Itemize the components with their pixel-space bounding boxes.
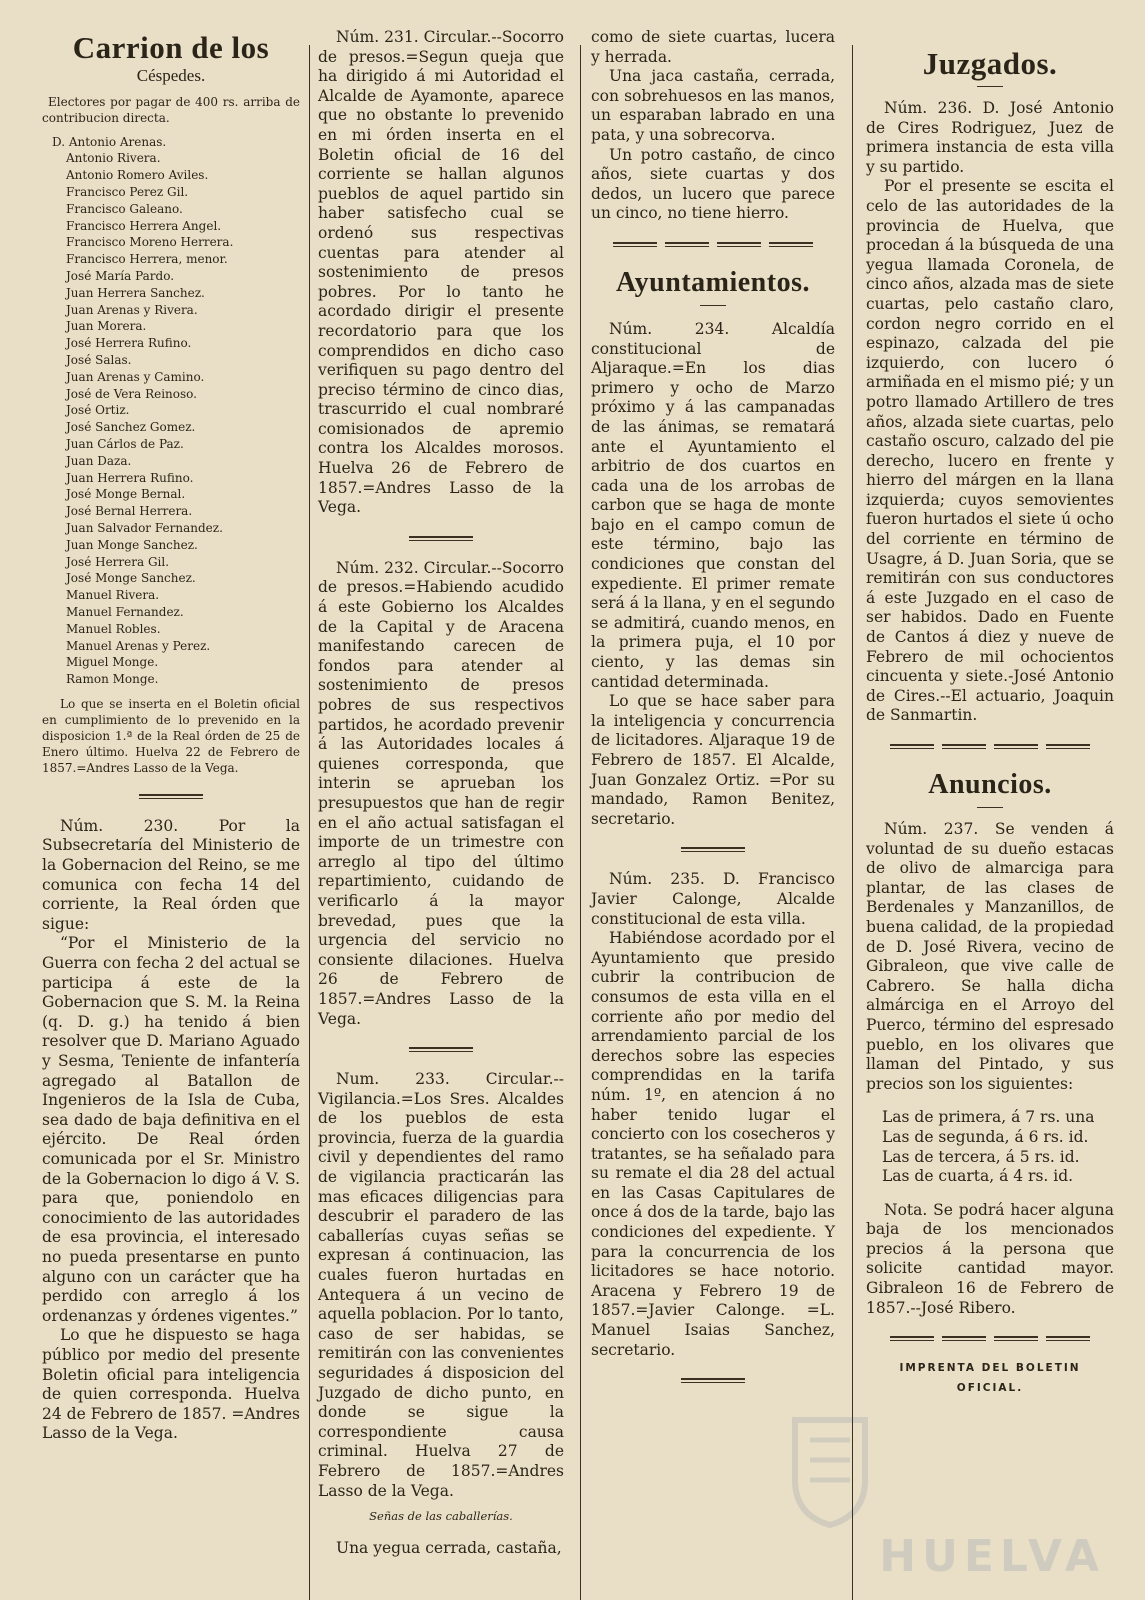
notice-235-body: Habiéndose acordado por el Ayuntamiento que presido cubrir la contribucion de consumos de esta villa en el corriente año por medio del arrendamiento parcial de los derechos sobre las especies comprendidas en la tarifa núm. 1º, en atencion á no haber tenido lugar el concierto con los cosecheros y tratantes, se ha señalado para su remate el dia 28 del actual en las Casas Capitulares de once á dos de la tarde, bajo las condiciones del expediente. Y para la concurrencia de los licitadores se hace notorio. Aracena y Febrero 19 de 1857.=Javier Calonge. =L. Manuel Isaias Sanchez, secretario. (591, 929, 835, 1359)
elector-name: Antonio Romero Aviles. (66, 168, 209, 183)
elector-name: José Salas. (66, 352, 132, 367)
heading-ornament (866, 807, 1114, 808)
section-heading-ayuntamientos: Ayuntamientos. (616, 266, 810, 298)
notice-236-intro: Núm. 236. D. José Antonio de Cires Rodriguez, Juez de primera instancia de esta villa y su partido. (866, 99, 1114, 176)
elector-name: José María Pardo. (66, 268, 175, 283)
elector-name: D. Antonio Arenas. (52, 134, 167, 149)
notice-237-body: Núm. 237. Se venden á voluntad de su dueño estacas de olivo de almarciga para plantar, de las clases de Berdenales y Manzanillos, de buena calidad, de la propiedad de D. José Rivera, vecino de Gibraleon, que vive calle de Cabrero. Se halla dicha almárciga en el Arroyo del Puerco, término del espresado pueblo, en los olivares que llaman del Pintado, y sus precios son los siguientes: (866, 820, 1114, 1093)
separator (866, 1336, 1114, 1341)
electors-closing: Lo que se inserta en el Boletin oficial en cumplimiento de lo prevenido en la disposicion 1.ª de la Real órden de 25 de Enero último. Huelva 22 de Febrero de 1857.=Andres Lasso de la Vega. (42, 696, 300, 775)
elector-name: José Herrera Gil. (66, 554, 170, 569)
horse-2: Una jaca castaña, cerrada, con sobrehuesos en las manos, un esparaban labrado en una pata, y una sobrecorva. (591, 67, 835, 144)
price-item: Las de segunda, á 6 rs. id. (882, 1127, 1089, 1146)
notice-231: Núm. 231. Circular.--Socorro de presos.=Segun queja que ha dirigido á mi Autoridad el Alcalde de Ayamonte, aparece que no obstante lo prevenido en mi órden inserta en el Boletin oficial de 16 del corriente se hallan algunos pueblos de aquel partido sin haber satisfecho cual se ordenó sus respectivas cuentas para atender al sostenimiento de presos pobres. Por lo tanto he acordado dirigir el presente recordatorio para que los comprendidos en dicho caso verifiquen su pago dentro del preciso término de cinco dias, trascurrido el cual nombraré comisionados de apremio contra los Alcaldes morosos. Huelva 26 de Febrero de 1857.=Andres Lasso de la Vega. (318, 28, 564, 517)
elector-name: Juan Salvador Fernandez. (66, 520, 223, 535)
electors-list (50, 134, 300, 688)
heading-ornament (866, 86, 1114, 87)
horse-1-start: Una yegua cerrada, castaña, (336, 1538, 562, 1557)
elector-name: José Monge Bernal. (66, 487, 186, 502)
notice-232: Núm. 232. Circular.--Socorro de presos.=Habiendo acudido á este Gobierno los Alcaldes de la Capital y de Aracena manifestando carecen de fondos para atender al sostenimiento de presos pobres de sus respectivos partidos, he acordado prevenir á las Autoridades locales á quienes corresponda, que interin se aprueban los presupuestos que han de regir en el año actual satisfagan el importe de un trimestre con arreglo al tipo del último repartimiento, cuidando de verificarlo á la mayor brevedad, pues que la urgencia del servicio no consiente dilaciones. Huelva 26 de Febrero de 1857.=Andres Lasso de la Vega. (318, 558, 564, 1028)
elector-name: Ramon Monge. (66, 672, 159, 687)
elector-name: José Sanchez Gomez. (66, 420, 196, 435)
section-heading-juzgados: Juzgados. (922, 46, 1058, 81)
elector-name: Juan Daza. (66, 453, 132, 468)
separator (318, 536, 564, 541)
crest-watermark-icon (785, 1410, 875, 1530)
separator (42, 794, 300, 799)
elector-name: José Herrera Rufino. (66, 336, 192, 351)
notice-230-intro: Núm. 230. Por la Subsecretaría del Ministerio de la Gobernacion del Reino, se me comunica con fecha 14 del corriente, la Real órden que sigue: (42, 816, 300, 933)
horses-caption: Señas de las caballerías. (369, 1509, 513, 1524)
elector-name: Juan Morera. (66, 319, 147, 334)
notice-233: Num. 233. Circular.--Vigilancia.=Los Sres. Alcaldes de los pueblos de esta provincia, fuerza de la guardia civil y dependientes del ramo de vigilancia practicarán las mas eficaces diligencias para descubrir el paradero de las caballerías cuyas señas se expresan á continuacion, las cuales fueron hurtadas en Antequera á un vecino de aquella poblacion. Por lo tanto, caso de ser habidas, se remitirán con las convenientes seguridades á disposicion del Juzgado de dicho punto, en donde se sigue la correspondiente causa criminal. Huelva 27 de Febrero de 1857.=Andres Lasso de la Vega. (318, 1070, 564, 1500)
separator (591, 847, 835, 852)
column-4 (866, 28, 1114, 1600)
elector-name: Juan Cárlos de Paz. (66, 436, 184, 451)
elector-name: Manuel Robles. (66, 621, 161, 636)
elector-name: Manuel Rivera. (66, 588, 160, 603)
elector-name: Francisco Herrera Angel. (66, 218, 222, 233)
elector-name: Manuel Arenas y Perez. (66, 638, 211, 653)
elector-name: Juan Monge Sanchez. (66, 537, 198, 552)
horse-3: Un potro castaño, de cinco años, siete cuartas y dos dedos, un lucero que parece un cinco, no tiene hierro. (591, 145, 835, 223)
separator (591, 1378, 835, 1383)
elector-name: José Ortiz. (66, 403, 130, 418)
column-2 (318, 28, 564, 1600)
elector-name: Manuel Fernandez. (66, 604, 184, 619)
price-item: Las de primera, á 7 rs. una (882, 1108, 1095, 1127)
column-rule (309, 45, 310, 1600)
elector-name: José de Vera Reinoso. (66, 386, 197, 401)
price-item: Las de cuarta, á 4 rs. id. (882, 1167, 1074, 1186)
elector-name: José Bernal Herrera. (66, 504, 193, 519)
watermark-text: HUELVA (879, 1531, 1105, 1582)
elector-name: Juan Herrera Sanchez. (66, 285, 205, 300)
notice-234: Núm. 234. Alcaldía constitucional de Aljaraque.=En los dias primero y ocho de Marzo próximo y á las campanadas de las ánimas, se rematará ante el Ayuntamiento el arbitrio de dos cuartos en cada una de los arrobas de carbon que se haga de monte bajo en el campo comun de este término, bajo las condiciones que constan del expediente. El primer remate será á la llana, y en el segundo se admitirá, cuando menos, en la primera puja, el 10 por ciento, y las demas sin cantidad determinada. (591, 319, 835, 691)
heading-ornament (591, 305, 835, 306)
column-rule (852, 45, 853, 1600)
elector-name: Francisco Galeano. (66, 201, 183, 216)
notice-235-intro: Núm. 235. D. Francisco Javier Calonge, Alcalde constitucional de esta villa. (591, 870, 835, 928)
separator (318, 1047, 564, 1052)
section-subheading: Céspedes. (136, 66, 206, 85)
elector-name: Francisco Herrera, menor. (66, 252, 228, 267)
column-1 (42, 28, 300, 1600)
separator (591, 242, 835, 247)
elector-name: Antonio Rivera. (66, 151, 161, 166)
elector-name: Miguel Monge. (66, 655, 159, 670)
column-rule (580, 45, 581, 1600)
elector-name: Juan Herrera Rufino. (66, 470, 194, 485)
price-item: Las de tercera, á 5 rs. id. (882, 1147, 1080, 1166)
notice-236-body: Por el presente se escita el celo de las autoridades de la provincia de Huelva, que procedan á la búsqueda de una yegua llamada Coronela, de cinco años, alzada mas de siete cuartas, pelo castaño claro, cordon negro corrido en el espinazo, calzada del pie izquierdo, con lucero ó armiñada en el mismo pié; y un potro llamado Artillero de tres años, alzada siete cuartas, pelo castaño oscuro, calzado del pie derecho, lucero en frente y hierro del márgen en la llana izquierda; cuyos semovientes fueron hurtados el siete ú ocho del corriente en término de Usagre, á D. Juan Soria, que se remitirán con sus conductores á este Juzgado en el caso de ser habidos. Dado en Fuente de Cantos á diez y nueve de Febrero de mil ochocientos cincuenta y siete.-José Antonio de Cires.--El actuario, Joaquin de Sanmartin. (866, 177, 1114, 725)
electors-intro: Electores por pagar de 400 rs. arriba de contribucion directa. (42, 94, 300, 125)
elector-name: Juan Arenas y Rivera. (66, 302, 198, 317)
elector-name: José Monge Sanchez. (66, 571, 196, 586)
elector-name: Juan Arenas y Camino. (66, 369, 205, 384)
notice-234-closing: Lo que se hace saber para la inteligencia y concurrencia de licitadores. Aljaraque 19 de Febrero de 1857. El Alcalde, Juan Gonzalez Ortiz. =Por su mandado, Ramon Benitez, secretario. (591, 692, 835, 828)
section-heading-carrion: Carrion de los (72, 30, 270, 65)
notice-230-quote: “Por el Ministerio de la Guerra con fecha 2 del actual se participa á este de la Gobernacion que S. M. la Reina (q. D. g.) ha tenido á bien resolver que D. Mariano Aguado y Sesma, Teniente de infantería agregado al Batallon de Ingenieros de la Isla de Cuba, sea dado de baja definitiva en el ejército. De Real órden comunicada por el Sr. Ministro de la Gobernacion lo digo á V. S. para que, poniendolo en conocimiento de las autoridades de esa provincia, el interesado no pueda presentarse en punto alguno con un carácter que ha perdido con arreglo á los ordenanzas y órdenes vigentes.” (42, 934, 300, 1325)
imprint-line: IMPRENTA DEL BOLETIN OFICIAL. (899, 1362, 1081, 1394)
notice-230-closing: Lo que he dispuesto se haga público por medio del presente Boletin oficial para inteligencia de quien corresponda. Huelva 24 de Febrero de 1857. =Andres Lasso de la Vega. (42, 1326, 300, 1443)
elector-name: Francisco Moreno Herrera. (66, 235, 234, 250)
separator (866, 744, 1114, 749)
notice-237-note: Nota. Se podrá hacer alguna baja de los mencionados precios á la persona que solicite cantidad mayor. Gibraleon 16 de Febrero de 1857.--José Ribero. (866, 1200, 1114, 1317)
column-3 (591, 28, 835, 1600)
price-list (882, 1108, 1114, 1186)
horse-1-end: como de siete cuartas, lucera y herrada. (591, 28, 835, 66)
section-heading-anuncios: Anuncios. (928, 769, 1052, 800)
elector-name: Francisco Perez Gil. (66, 184, 189, 199)
